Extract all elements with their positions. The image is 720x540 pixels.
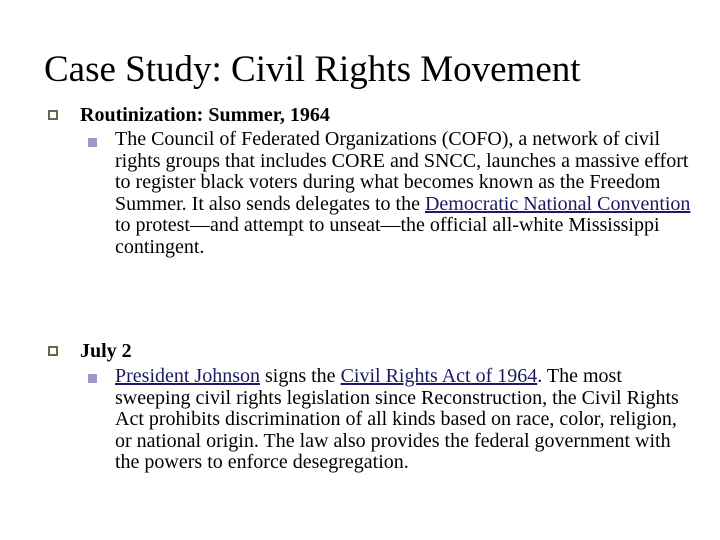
link-civil-rights-act-1964[interactable]: Civil Rights Act of 1964	[340, 365, 538, 387]
hollow-square-bullet-icon	[48, 346, 58, 356]
section-body	[115, 129, 695, 258]
hollow-square-bullet-icon	[48, 110, 58, 120]
section-heading: Routinization: Summer, 1964	[80, 104, 330, 126]
section-body	[115, 366, 695, 474]
body-text: The Council of Federated Organizations (COFO), a network of civil rights groups that includes CORE and SNCC, launches a massive effort to register black voters during what becomes known as the Freedom Summer. It also sends delegates to the	[115, 128, 689, 215]
filled-square-bullet-icon	[88, 374, 97, 383]
slide-title: Case Study: Civil Rights Movement	[44, 49, 581, 90]
filled-square-bullet-icon	[88, 138, 97, 147]
link-president-johnson[interactable]: President Johnson	[115, 365, 260, 387]
body-text: to protest—and attempt to unseat—the official all-white Mississippi contingent.	[115, 214, 660, 258]
body-text: . The most sweeping civil rights legislation since Reconstruction, the Civil Rights Act prohibits discrimination of all kinds based on race, color, religion, or national origin. The law also provides the federal government with the powers to enforce desegregation.	[115, 365, 679, 473]
section-heading: July 2	[80, 340, 132, 362]
body-text: signs the	[260, 365, 341, 387]
link-democratic-national-convention[interactable]: Democratic National Convention	[424, 192, 691, 215]
